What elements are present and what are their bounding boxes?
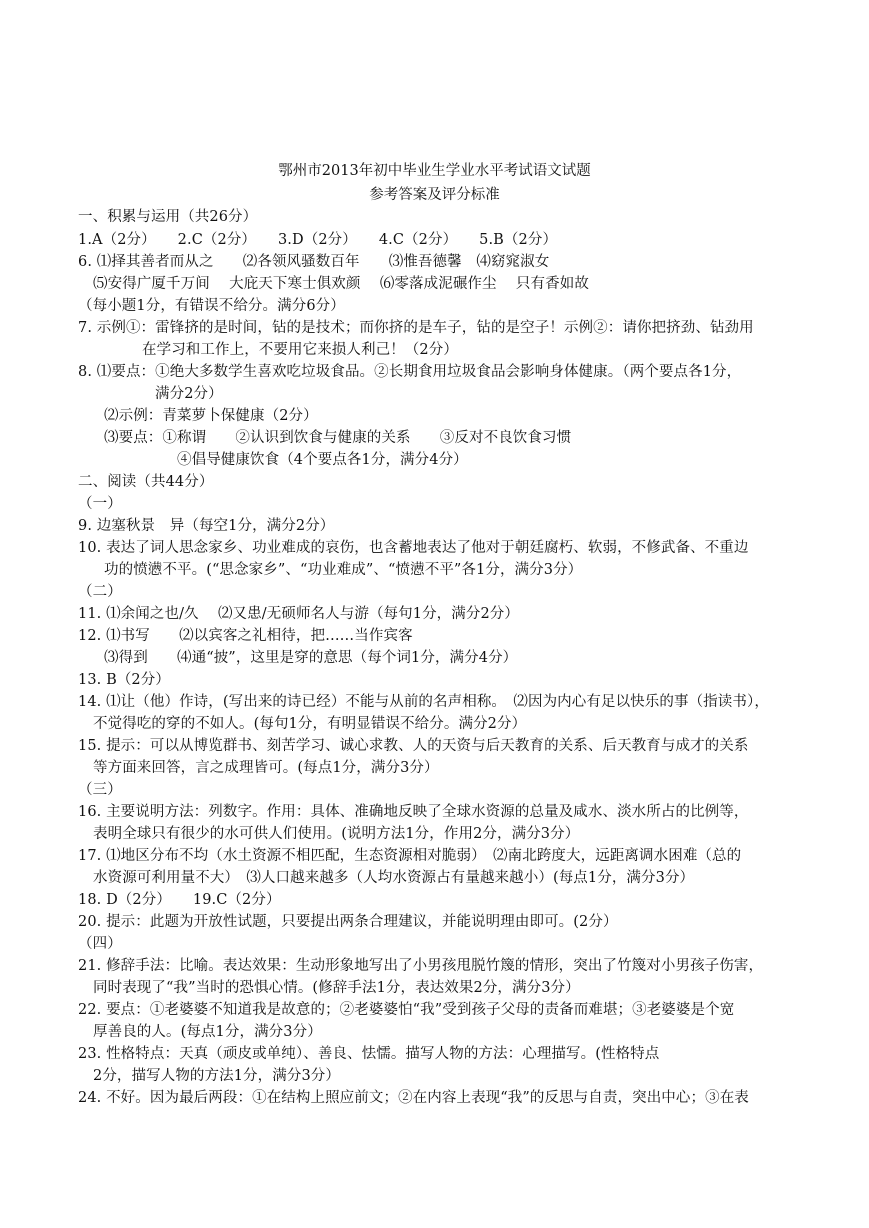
answer-line: 22. 要点：①老婆婆不知道我是故意的；②老婆婆怕“我”受到孩子父母的责备而难堪；③老婆婆是个宽 <box>78 1002 735 1018</box>
answer-line: 23. 性格特点：天真（顽皮或单纯）、善良、怯懦。描写人物的方法：心理描写。(性格特点 <box>78 1046 660 1062</box>
answer-line: 15. 提示：可以从博览群书、刻苦学习、诚心求教、人的天资与后天教育的关系、后天教育与成才的关系 <box>78 738 749 754</box>
document-title: 鄂州市2013年初中毕业生学业水平考试语文试题 <box>278 163 591 179</box>
answer-line: ⑶要点：①称谓 ②认识到饮食与健康的关系 ③反对不良饮食习惯 <box>104 430 572 446</box>
answer-line: 等方面来回答，言之成理皆可。(每点1分，满分3分） <box>93 760 439 776</box>
answer-line: 21. 修辞手法：比喻。表达效果：生动形象地写出了小男孩甩脱竹篾的情形，突出了竹篾对小男孩子伤害， <box>78 958 764 974</box>
answer-line: 表明全球只有很少的水可供人们使用。(说明方法1分，作用2分，满分3分） <box>93 826 580 842</box>
answer-line: ⑵示例：青菜萝卜保健康（2分） <box>104 408 318 424</box>
answer-line: 16. 主要说明方法：列数字。作用：具体、准确地反映了全球水资源的总量及咸水、淡水所占的比例等， <box>78 804 749 820</box>
answer-line: 13. B（2分） <box>78 672 170 688</box>
subsection-heading: （三） <box>78 782 122 798</box>
answer-line: 14. ⑴让（他）作诗，(写出来的诗已经）不能与从前的名声相称。 ⑵因为内心有足以快乐的事（指读书）， <box>78 694 769 710</box>
answer-line: 20. 提示：此题为开放性试题，只要提出两条合理建议，并能说明理由即可。(2分） <box>78 914 618 930</box>
answer-line: 10. 表达了词人思念家乡、功业难成的哀伤，也含蓄地表达了他对于朝廷腐朽、软弱，不修武备、不重边 <box>78 540 749 556</box>
answer-line: 24. 不好。因为最后两段：①在结构上照应前文；②在内容上表现“我”的反思与自责，突出中心；③在表 <box>78 1090 749 1106</box>
document-subtitle: 参考答案及评分标准 <box>369 187 500 203</box>
subsection-heading: （二） <box>78 584 122 600</box>
answer-line: 2分，描写人物的方法1分，满分3分） <box>93 1068 340 1084</box>
answer-line: （每小题1分，有错误不给分。满分6分） <box>78 298 345 314</box>
answer-line: 8. ⑴要点：①绝大多数学生喜欢吃垃圾食品。②长期食用垃圾食品会影响身体健康。（两个要点各1分， <box>78 364 742 380</box>
answer-line: 6. ⑴择其善者而从之 ⑵各领风骚数百年 ⑶惟吾德馨 ⑷窈窕淑女 <box>78 254 550 270</box>
answer-line: 水资源可利用量不大） ⑶人口越来越多（人均水资源占有量越来越小）(每点1分，满分3分） <box>93 870 695 886</box>
answer-line: 18. D（2分） 19.C（2分） <box>78 892 281 908</box>
answer-line: 11. ⑴余闻之也/久 ⑵又患/无硕师名人与游（每句1分，满分2分） <box>78 606 519 622</box>
answer-line: 厚善良的人。(每点1分，满分3分） <box>93 1024 322 1040</box>
answer-line: 同时表现了“我”当时的恐惧心情。(修辞手法1分，表达效果2分，满分3分） <box>93 980 580 996</box>
subsection-heading: （四） <box>78 936 122 952</box>
answer-line: ⑸安得广厦千万间 大庇天下寒士俱欢颜 ⑹零落成泥碾作尘 只有香如故 <box>93 276 589 292</box>
answer-line: 功的愤懑不平。(“思念家乡”、“功业难成”、“愤懑不平”各1分，满分3分） <box>104 562 583 578</box>
answer-line: 在学习和工作上，不要用它来损人利己！（2分） <box>142 342 458 358</box>
answer-line: 17. ⑴地区分布不均（水土资源不相匹配，生态资源相对脆弱） ⑵南北跨度大，远距离调水困难（总的 <box>78 848 742 864</box>
section-heading: 一、积累与运用（共26分） <box>78 209 258 225</box>
answer-line: ⑶得到 ⑷通“披”，这里是穿的意思（每个词1分，满分4分） <box>104 650 518 666</box>
answer-line: 满分2分） <box>155 386 223 402</box>
answer-line: 7. 示例①：雷锋挤的是时间，钻的是技术；而你挤的是车子，钻的是空子！示例②：请你把挤劲、钻劲用 <box>78 320 754 336</box>
answer-line: 1.A（2分） 2.C（2分） 3.D（2分） 4.C（2分） 5.B（2分） <box>78 232 558 248</box>
answer-line: 不觉得吃的穿的不如人。(每句1分，有明显错误不给分。满分2分） <box>93 716 527 732</box>
answer-line: ④倡导健康饮食（4个要点各1分，满分4分） <box>177 452 468 468</box>
subsection-heading: （一） <box>78 496 122 512</box>
section-heading: 二、阅读（共44分） <box>78 474 214 490</box>
answer-line: 12. ⑴书写 ⑵以宾客之礼相待，把……当作宾客 <box>78 628 413 644</box>
answer-line: 9. 边塞秋景 异（每空1分，满分2分） <box>78 518 335 534</box>
